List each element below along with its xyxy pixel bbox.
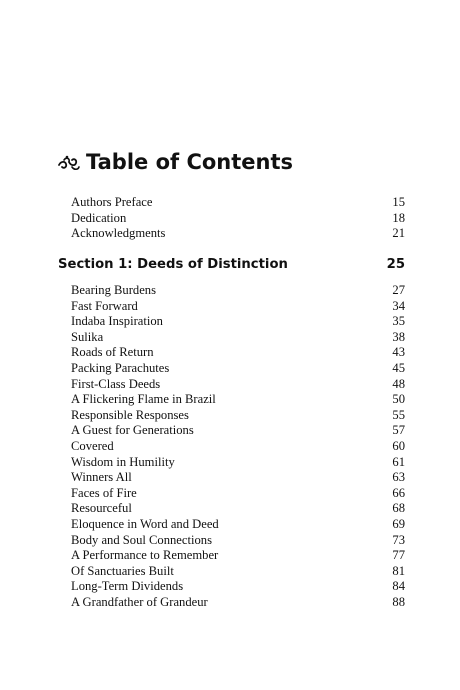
entry-page: 18 (392, 210, 405, 225)
entry-page: 57 (392, 423, 405, 438)
entry-title: Eloquence in Word and Deed (71, 516, 219, 531)
toc-entry[interactable] (71, 314, 405, 330)
toc-entry[interactable] (71, 361, 405, 377)
entry-title: A Performance to Remember (71, 548, 219, 563)
entry-page: 27 (392, 283, 405, 297)
section-page: 25 (386, 257, 405, 272)
entry-title: Fast Forward (71, 298, 138, 313)
entry-page: 43 (392, 345, 405, 360)
toc-entry[interactable] (71, 455, 405, 471)
fleuron-ornament-icon (58, 153, 80, 171)
entry-page: 77 (392, 548, 405, 563)
entry-page: 60 (392, 438, 405, 453)
entry-title: Body and Soul Connections (71, 532, 212, 547)
toc-entry[interactable] (71, 299, 405, 315)
entry-title: Winners All (71, 470, 132, 485)
entry-page: 15 (392, 195, 405, 209)
entry-page: 55 (392, 407, 405, 422)
toc-entry[interactable] (71, 564, 405, 580)
entry-title: A Flickering Flame in Brazil (71, 392, 216, 407)
entry-title: Of Sanctuaries Built (71, 563, 174, 578)
toc-title-text: Table of Contents (86, 150, 294, 174)
entry-page: 73 (392, 532, 405, 547)
entry-title: Resourceful (71, 501, 132, 516)
toc-entry[interactable] (71, 330, 405, 346)
entry-title: Wisdom in Humility (71, 454, 175, 469)
entry-title: A Guest for Generations (71, 423, 194, 438)
entry-title: Dedication (71, 210, 127, 225)
entry-page: 69 (392, 516, 405, 531)
toc-entry[interactable] (71, 211, 405, 227)
front-matter-list (71, 195, 405, 242)
entry-title: Faces of Fire (71, 485, 137, 500)
section-entry-list (71, 283, 405, 610)
entry-page: 35 (392, 314, 405, 329)
toc-entry[interactable] (71, 283, 405, 299)
toc-entry[interactable] (71, 579, 405, 595)
toc-entry[interactable] (71, 548, 405, 564)
entry-page: 81 (392, 563, 405, 578)
entry-page: 50 (392, 392, 405, 407)
entry-title: Sulika (71, 329, 104, 344)
entry-page: 88 (392, 594, 405, 609)
toc-entry[interactable] (71, 226, 405, 242)
toc-entry[interactable] (71, 533, 405, 549)
entry-page: 34 (392, 298, 405, 313)
entry-page: 63 (392, 470, 405, 485)
entry-title: Acknowledgments (71, 226, 166, 241)
toc-entry[interactable] (71, 501, 405, 517)
entry-title: Authors Preface (71, 195, 153, 209)
toc-entry[interactable] (71, 517, 405, 533)
entry-title: A Grandfather of Grandeur (71, 594, 208, 609)
toc-entry[interactable] (71, 392, 405, 408)
toc-entry[interactable] (71, 345, 405, 361)
entry-page: 68 (392, 501, 405, 516)
entry-title: Packing Parachutes (71, 360, 170, 375)
toc-title (58, 150, 293, 174)
toc-entry[interactable] (71, 470, 405, 486)
entry-title: Roads of Return (71, 345, 154, 360)
entry-page: 84 (392, 579, 405, 594)
toc-entry[interactable] (71, 486, 405, 502)
entry-page: 61 (392, 454, 405, 469)
entry-page: 45 (392, 360, 405, 375)
entry-title: Long-Term Dividends (71, 579, 184, 594)
entry-title: Indaba Inspiration (71, 314, 163, 329)
entry-title: Responsible Responses (71, 407, 189, 422)
entry-title: First-Class Deeds (71, 376, 161, 391)
toc-entry[interactable] (71, 377, 405, 393)
entry-page: 66 (392, 485, 405, 500)
entry-page: 48 (392, 376, 405, 391)
entry-page: 38 (392, 329, 405, 344)
section-title: Section 1: Deeds of Distinction (58, 257, 288, 272)
toc-entry[interactable] (71, 423, 405, 439)
toc-entry[interactable] (71, 595, 405, 611)
toc-entry[interactable] (71, 439, 405, 455)
entry-title: Covered (71, 438, 114, 453)
entry-page: 21 (392, 226, 405, 241)
toc-entry[interactable] (71, 195, 405, 211)
entry-title: Bearing Burdens (71, 283, 156, 297)
toc-entry[interactable] (71, 408, 405, 424)
section-heading[interactable] (58, 257, 405, 272)
